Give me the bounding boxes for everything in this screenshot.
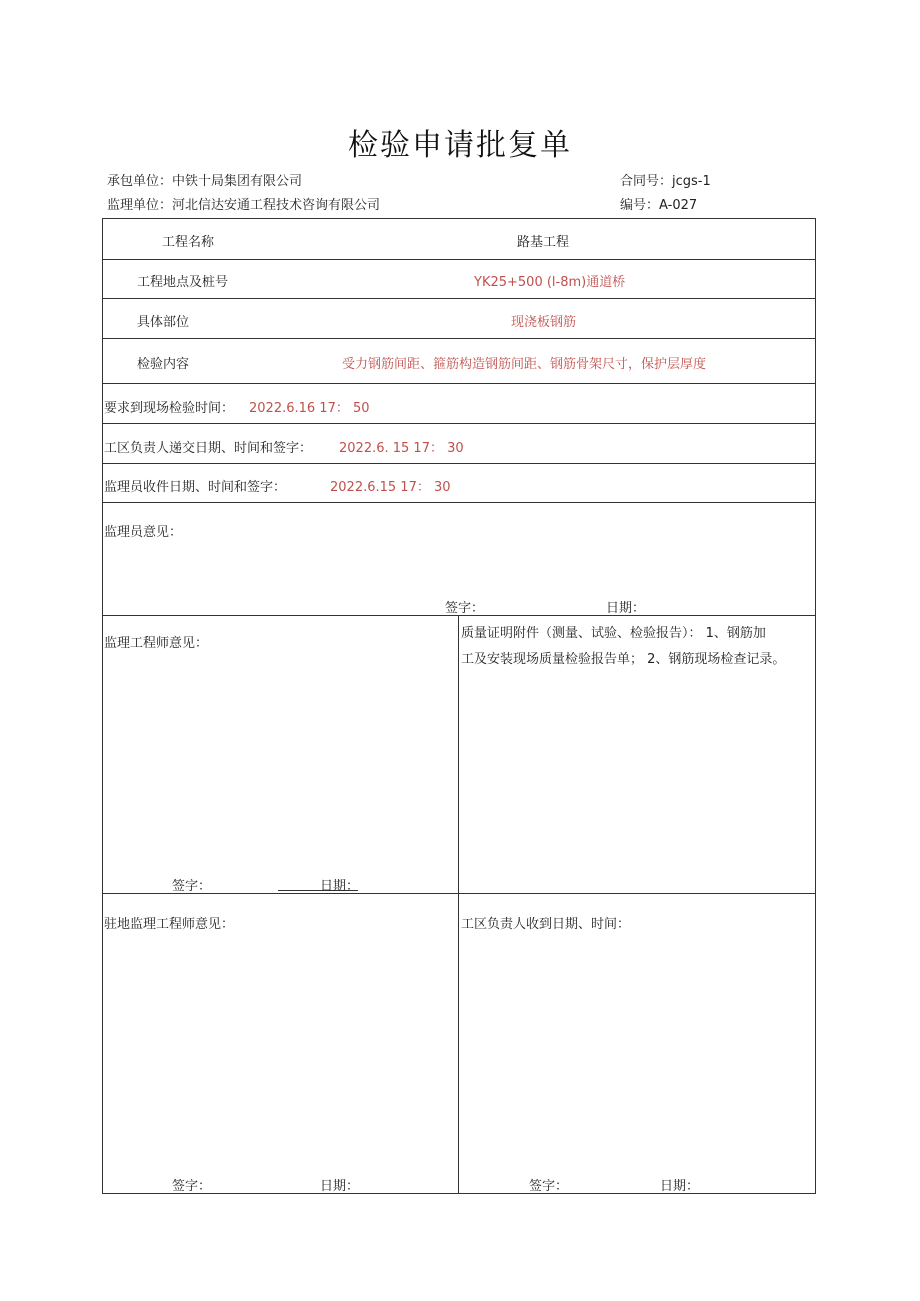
supervisor-label: 监理单位：	[107, 198, 173, 213]
table-border-left	[102, 218, 103, 1194]
required-time-value: 2022.6.16 17： 50	[249, 401, 370, 416]
resident-opinion-label: 驻地监理工程师意见：	[104, 917, 235, 932]
attachments-line-2: 工及安装现场质量检验报告单； 2、钢筋现场检查记录。	[461, 652, 786, 667]
row-divider	[102, 298, 816, 299]
receive-time-value: 2022.6.15 17： 30	[330, 480, 451, 495]
attachments-line-1: 质量证明附件（测量、试验、检验报告）： 1、钢筋加	[461, 626, 766, 641]
engineer-date-label: 日期：	[320, 879, 360, 894]
contract-no-value: jcgs-1	[672, 174, 711, 189]
row-divider	[102, 383, 816, 384]
required-time-label: 要求到现场检验时间：	[104, 401, 235, 416]
content-label: 检验内容	[137, 357, 190, 372]
table-border-top	[102, 218, 816, 219]
inspector-sign-label: 签字：	[445, 601, 485, 616]
location-value: YK25+500 (l-8m)通道桥	[474, 275, 626, 290]
supervisor-value: 河北信达安通工程技术咨询有限公司	[172, 198, 381, 213]
submit-label: 工区负责人递交日期、时间和签字：	[104, 441, 313, 456]
section-sign-label: 签字：	[529, 1179, 569, 1194]
location-label: 工程地点及桩号	[137, 275, 229, 290]
table-border-right	[815, 218, 816, 1194]
resident-date-label: 日期：	[320, 1179, 360, 1194]
content-value: 受力钢筋间距、箍筋构造钢筋间距、钢筋骨架尺寸，保护层厚度	[342, 357, 707, 372]
contractor-value: 中铁十局集团有限公司	[172, 174, 303, 189]
submit-time-value: 2022.6. 15 17： 30	[339, 441, 464, 456]
row-divider	[102, 259, 816, 260]
engineer-opinion-label: 监理工程师意见：	[104, 636, 209, 651]
contract-no-label: 合同号：	[620, 174, 673, 189]
contractor-label: 承包单位：	[107, 174, 173, 189]
page-title: 检验申请批复单	[348, 128, 572, 163]
resident-sign-label: 签字：	[172, 1179, 212, 1194]
engineer-sign-label: 签字：	[172, 879, 212, 894]
receive-label: 监理员收件日期、时间和签字：	[104, 480, 287, 495]
inspector-opinion-label: 监理员意见：	[104, 525, 183, 540]
supervisor-line	[107, 194, 380, 213]
section-date-label: 日期：	[660, 1179, 700, 1194]
part-value: 现浇板钢筋	[511, 315, 577, 330]
row-divider	[102, 423, 816, 424]
part-label: 具体部位	[137, 315, 190, 330]
contract-no-line	[620, 170, 711, 189]
row-divider	[102, 463, 816, 464]
section-receipt-label: 工区负责人收到日期、时间：	[461, 917, 631, 932]
serial-line	[620, 194, 697, 213]
row-divider	[102, 338, 816, 339]
serial-value: A-027	[659, 198, 698, 213]
serial-label: 编号：	[620, 198, 660, 213]
project-name-label: 工程名称	[162, 235, 215, 250]
row-divider	[102, 502, 816, 503]
contractor-line	[107, 170, 302, 189]
inspector-date-label: 日期：	[606, 601, 646, 616]
column-divider	[458, 615, 459, 1193]
project-name-value: 路基工程	[517, 235, 570, 250]
